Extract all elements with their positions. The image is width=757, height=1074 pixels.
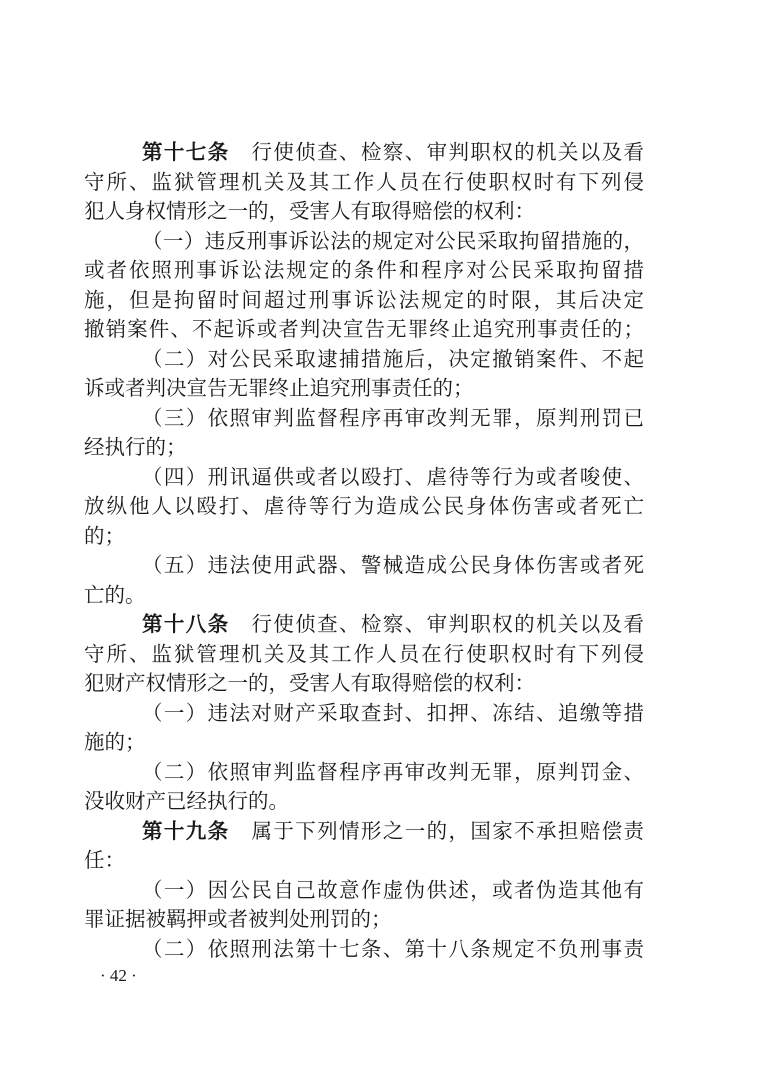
line-text: 守所、监狱管理机关及其工作人员在行使职权时有下列侵 <box>84 641 644 666</box>
text-line <box>84 758 644 788</box>
line-text: （四）刑讯逼供或者以殴打、虐待等行为或者唆使、 <box>142 464 644 489</box>
text-line <box>84 817 644 847</box>
text-line <box>84 286 644 316</box>
line-text: （二）依照审判监督程序再审改判无罪，原判罚金、 <box>142 759 644 784</box>
article-number: 第十七条 <box>142 140 230 164</box>
text-line <box>84 669 644 699</box>
text-line <box>84 374 644 404</box>
article-number: 第十八条 <box>142 612 230 636</box>
text-line <box>84 404 644 434</box>
text-line <box>84 728 644 758</box>
text-line <box>84 787 644 817</box>
text-line <box>84 256 644 286</box>
article-number: 第十九条 <box>142 818 230 843</box>
line-text: 罪证据被羁押或者被判处刑罚的； <box>84 907 392 931</box>
text-line <box>84 197 644 227</box>
line-text: 犯人身权情形之一的，受害人有取得赔偿的权利： <box>84 199 535 223</box>
text-line <box>84 581 644 611</box>
text-line <box>84 935 644 965</box>
line-text: 施的； <box>84 730 146 754</box>
page-number: · 42 · <box>100 966 137 985</box>
line-text: 诉或者判决宣告无罪终止追究刑事责任的； <box>84 376 474 400</box>
text-line <box>84 345 644 375</box>
text-line <box>84 522 644 552</box>
line-text: （一）因公民自己故意作虚伪供述，或者伪造其他有 <box>142 877 644 902</box>
line-text: 放纵他人以殴打、虐待等行为造成公民身体伤害或者死亡 <box>84 494 644 518</box>
line-text: 或者依照刑事诉讼法规定的条件和程序对公民采取拘留措 <box>84 258 644 282</box>
line-text: 守所、监狱管理机关及其工作人员在行使职权时有下列侵 <box>84 169 644 194</box>
text-line <box>84 492 644 522</box>
document-body <box>84 138 644 964</box>
line-text: （一）违法对财产采取查封、扣押、冻结、追缴等措 <box>142 700 644 725</box>
text-line <box>84 315 644 345</box>
text-line <box>84 433 644 463</box>
line-text: （三）依照审判监督程序再审改判无罪，原判刑罚已 <box>142 405 644 430</box>
line-text: 撤销案件、不起诉或者判决宣告无罪终止追究刑事责任的； <box>84 317 644 341</box>
line-text: 属于下列情形之一的，国家不承担赔偿责 <box>251 818 644 843</box>
text-line <box>84 699 644 729</box>
line-text: 没收财产已经执行的。 <box>84 789 289 813</box>
text-line <box>84 463 644 493</box>
line-text: （二）依照刑法第十七条、第十八条规定不负刑事责 <box>142 936 644 961</box>
text-line <box>84 905 644 935</box>
line-text: 任： <box>84 848 125 872</box>
text-line <box>84 138 644 168</box>
text-line <box>84 876 644 906</box>
line-text: 行使侦查、检察、审判职权的机关以及看 <box>251 140 644 164</box>
line-text: 经执行的； <box>84 435 187 459</box>
line-text: （五）违法使用武器、警械造成公民身体伤害或者死 <box>142 553 644 577</box>
line-text: 犯财产权情形之一的，受害人有取得赔偿的权利： <box>84 671 535 695</box>
line-text: 施，但是拘留时间超过刑事诉讼法规定的时限，其后决定 <box>84 287 644 312</box>
text-line <box>84 168 644 198</box>
text-line <box>84 227 644 257</box>
line-text: 行使侦查、检察、审判职权的机关以及看 <box>251 612 644 636</box>
line-text: 亡的。 <box>84 582 146 607</box>
text-line <box>84 610 644 640</box>
line-text: 的； <box>84 523 125 548</box>
text-line <box>84 551 644 581</box>
text-line <box>84 640 644 670</box>
text-line <box>84 846 644 876</box>
line-text: （一）违反刑事诉讼法的规定对公民采取拘留措施的， <box>142 228 644 253</box>
line-text: （二）对公民采取逮捕措施后，决定撤销案件、不起 <box>142 346 644 371</box>
